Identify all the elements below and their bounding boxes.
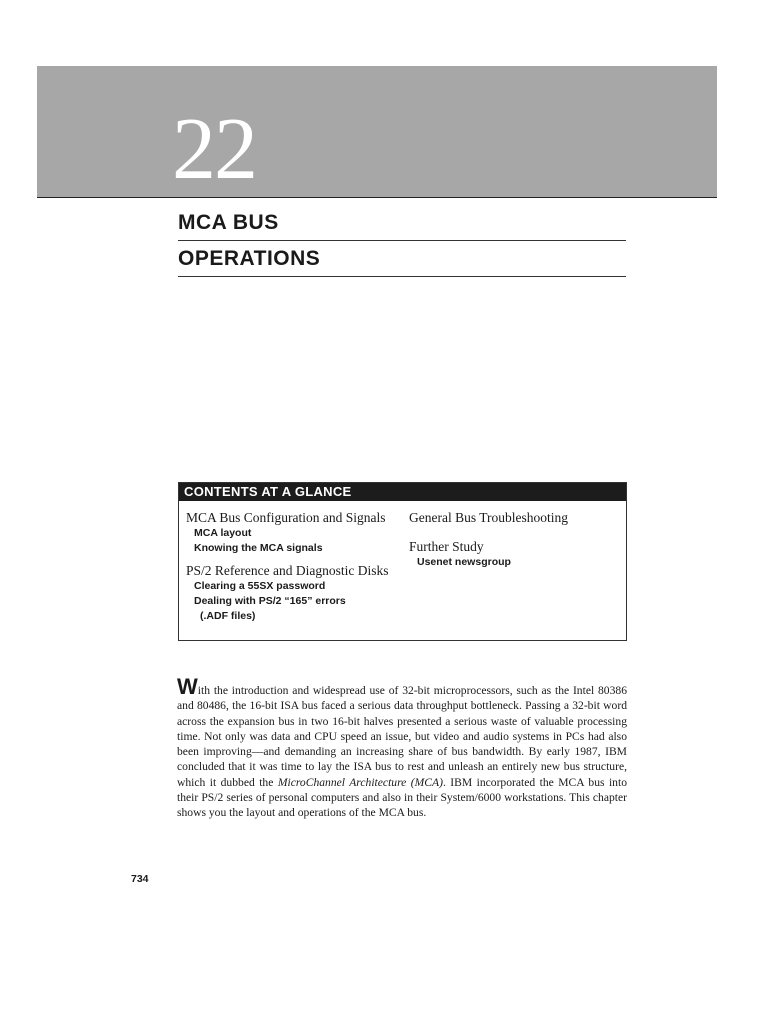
contents-section bbox=[409, 509, 624, 526]
contents-section-heading: PS/2 Reference and Diagnostic Disks bbox=[186, 563, 389, 578]
contents-item: MCA layout bbox=[194, 527, 252, 539]
contents-item: Usenet newsgroup bbox=[417, 556, 511, 568]
chapter-number: 22 bbox=[172, 101, 256, 198]
drop-cap: W bbox=[177, 674, 198, 699]
contents-item: Knowing the MCA signals bbox=[194, 542, 323, 554]
contents-section-heading: Further Study bbox=[409, 539, 484, 554]
chapter-title-line-1: MCA BUS bbox=[178, 211, 626, 241]
contents-section bbox=[409, 538, 624, 570]
contents-header: CONTENTS AT A GLANCE bbox=[179, 483, 626, 501]
contents-right-column bbox=[409, 509, 624, 576]
contents-section-heading: General Bus Troubleshooting bbox=[409, 510, 569, 525]
contents-item: Clearing a 55SX password bbox=[194, 580, 326, 592]
contents-item: (.ADF files) bbox=[200, 610, 256, 622]
contents-section bbox=[186, 562, 406, 624]
intro-paragraph bbox=[177, 676, 627, 821]
contents-section-heading: MCA Bus Configuration and Signals bbox=[186, 510, 386, 525]
paragraph-text: ith the introduction and widespread use of 32-bit microprocessors, such as the Intel 80386 and 80486, the 16-bit ISA bus faced a serious data throughput bottleneck. Passing a 32-bit word across the expansion bus in two 16-bit halves presented a serious waste of valuable processing time. Not only was data and CPU speed an issue, but video and audio systems in PCs had also been improving—and demanding an increasing share of bus bandwidth. By early 1987, IBM concluded that it was time to lay the ISA bus to rest and unleash an entirely new bus structure, which it dubbed the bbox=[177, 684, 627, 789]
page-number: 734 bbox=[131, 873, 149, 885]
contents-section bbox=[186, 509, 406, 556]
italic-term: MicroChannel Architecture (MCA) bbox=[277, 775, 443, 789]
contents-item: Dealing with PS/2 “165” errors bbox=[194, 595, 346, 607]
chapter-banner bbox=[37, 66, 717, 198]
contents-left-column bbox=[186, 509, 406, 630]
chapter-title-line-2: OPERATIONS bbox=[178, 247, 626, 277]
contents-at-a-glance-box bbox=[178, 482, 627, 641]
paragraph-text: . IBM incorporated the MCA bus into their PS/2 series of personal computers and also in their System/6000 workstations. This chapter shows you the layout and operations of the MCA bus. bbox=[177, 775, 627, 820]
